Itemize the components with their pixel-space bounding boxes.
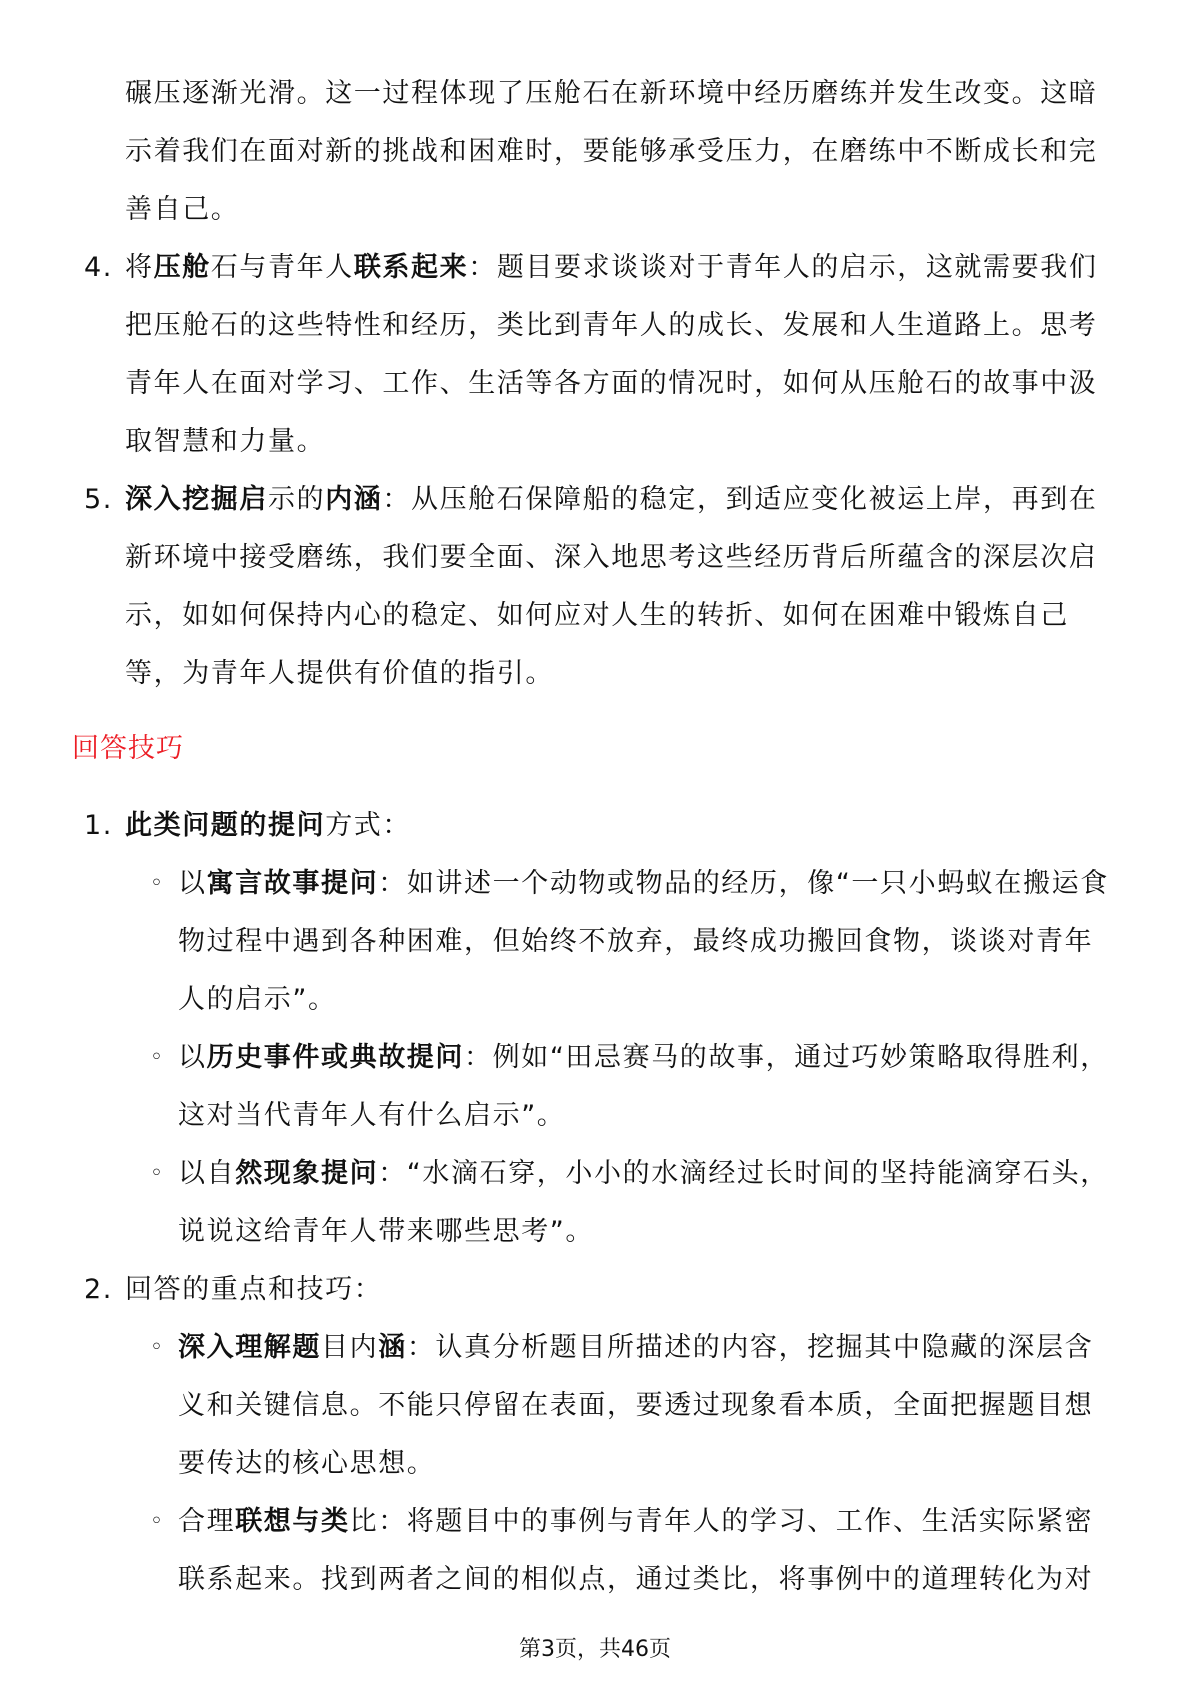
text-segment: 目内 xyxy=(321,1332,379,1363)
text-segment: 善自己。 xyxy=(125,194,240,225)
list-number: 5. xyxy=(84,484,113,515)
text-line xyxy=(0,181,1190,239)
bullet-icon: ◦ xyxy=(150,871,165,896)
text-segment: 等，为青年人提供有价值的指引。 xyxy=(125,658,554,689)
text-segment: 以 xyxy=(178,868,207,899)
text-segment: ：题目要求谈谈对于青年人的启示，这就需要我们 xyxy=(468,252,1098,283)
bold-term: 深入理解题 xyxy=(178,1332,321,1363)
text-segment: 要传达的核心思想。 xyxy=(178,1448,436,1479)
text-line xyxy=(0,855,1190,913)
bullet-icon: ◦ xyxy=(150,1161,165,1186)
line-text xyxy=(178,855,1109,913)
line-text xyxy=(125,587,1069,645)
text-line xyxy=(0,65,1190,123)
text-segment: 比：将题目中的事例与青年人的学习、工作、生活实际紧密 xyxy=(349,1506,1094,1537)
text-segment: 义和关键信息。不能只停留在表面，要透过现象看本质，全面把握题目想 xyxy=(178,1390,1094,1421)
line-text xyxy=(125,239,1097,297)
line-text xyxy=(178,971,337,1029)
text-segment: 人的启示”。 xyxy=(178,984,337,1015)
bullet-icon: ◦ xyxy=(150,1509,165,1534)
text-segment: 这对当代青年人有什么启示”。 xyxy=(178,1100,566,1131)
line-text xyxy=(178,1087,565,1145)
bold-term: 内涵 xyxy=(325,484,383,515)
text-line xyxy=(0,1087,1190,1145)
text-segment: ：认真分析题目所描述的内容，挖掘其中隐藏的深层含 xyxy=(406,1332,1094,1363)
list-number: 1. xyxy=(84,810,113,841)
text-line xyxy=(0,971,1190,1029)
line-text xyxy=(125,355,1097,413)
text-line xyxy=(0,239,1190,297)
text-segment: 方式： xyxy=(325,810,412,841)
text-segment: 新环境中接受磨练，我们要全面、深入地思考这些经历背后所蕴含的深层次启 xyxy=(125,542,1098,573)
text-line xyxy=(0,355,1190,413)
text-line xyxy=(0,1319,1190,1377)
text-segment: 把压舱石的这些特性和经历，类比到青年人的成长、发展和人生道路上。思考 xyxy=(125,310,1098,341)
line-text xyxy=(178,1435,435,1493)
bold-term: 压舱 xyxy=(153,252,211,283)
line-text xyxy=(125,797,411,855)
list-number: 4. xyxy=(84,252,113,283)
line-text xyxy=(178,1493,1093,1551)
text-segment: 合理 xyxy=(178,1506,236,1537)
line-text xyxy=(125,471,1097,529)
text-segment: 以 xyxy=(178,1042,207,1073)
text-line xyxy=(0,1377,1190,1435)
text-line xyxy=(0,1493,1190,1551)
line-text xyxy=(178,1145,1109,1203)
line-text xyxy=(125,181,239,239)
page-number: 第3页，共46页 xyxy=(519,1637,671,1662)
bold-term: 涵 xyxy=(378,1332,407,1363)
text-line xyxy=(0,413,1190,471)
line-text xyxy=(125,65,1097,123)
text-segment: 石与青年人 xyxy=(210,252,354,283)
text-line xyxy=(0,1203,1190,1261)
text-segment: 说说这给青年人带来哪些思考”。 xyxy=(178,1216,594,1247)
text-line xyxy=(0,913,1190,971)
text-line xyxy=(0,529,1190,587)
text-segment: ：例如“田忌赛马的故事，通过巧妙策略取得胜利， xyxy=(464,1042,1109,1073)
text-line xyxy=(0,587,1190,645)
line-text xyxy=(178,1551,1093,1609)
line-text xyxy=(178,1377,1093,1435)
bold-term: 然现象提问 xyxy=(235,1158,379,1189)
bold-term: 联系起来 xyxy=(353,252,469,283)
line-text xyxy=(125,645,554,703)
line-text xyxy=(125,297,1097,355)
text-segment: 联系起来。找到两者之间的相似点，通过类比，将事例中的道理转化为对 xyxy=(178,1564,1094,1595)
section-heading-answer-tips: 回答技巧 xyxy=(72,733,184,764)
text-segment: 取智慧和力量。 xyxy=(125,426,326,457)
text-line xyxy=(0,123,1190,181)
text-line xyxy=(0,797,1190,855)
text-segment: 碾压逐渐光滑。这一过程体现了压舱石在新环境中经历磨练并发生改变。这暗 xyxy=(125,78,1098,109)
bullet-icon: ◦ xyxy=(150,1045,165,1070)
text-line xyxy=(0,471,1190,529)
text-segment: 回答的重点和技巧： xyxy=(125,1274,383,1305)
text-segment: 青年人在面对学习、工作、生活等各方面的情况时，如何从压舱石的故事中汲 xyxy=(125,368,1098,399)
text-line xyxy=(0,1435,1190,1493)
text-segment: 将 xyxy=(125,252,154,283)
list-number: 2. xyxy=(84,1274,113,1305)
text-line xyxy=(0,1261,1190,1319)
text-segment: ：从压舱石保障船的稳定，到适应变化被运上岸，再到在 xyxy=(382,484,1098,515)
line-text xyxy=(178,1319,1093,1377)
text-line xyxy=(0,297,1190,355)
answer-tips-list xyxy=(0,797,1190,1609)
text-segment: 以自 xyxy=(178,1158,236,1189)
text-segment: ：如讲述一个动物或物品的经历，像“一只小蚂蚁在搬运食 xyxy=(378,868,1109,899)
line-text xyxy=(178,1029,1109,1087)
analysis-list-continued xyxy=(0,65,1190,703)
bullet-icon: ◦ xyxy=(150,1335,165,1360)
line-text xyxy=(125,529,1097,587)
line-text xyxy=(178,1203,594,1261)
text-segment: 示的 xyxy=(268,484,326,515)
text-line xyxy=(0,1029,1190,1087)
text-line xyxy=(0,645,1190,703)
text-segment: 物过程中遇到各种困难，但始终不放弃，最终成功搬回食物，谈谈对青年 xyxy=(178,926,1094,957)
bold-term: 联想与类 xyxy=(235,1506,350,1537)
text-segment: 示着我们在面对新的挑战和困难时，要能够承受压力，在磨练中不断成长和完 xyxy=(125,136,1098,167)
bold-term: 历史事件或典故提问 xyxy=(206,1042,465,1073)
line-text xyxy=(178,913,1093,971)
line-text xyxy=(125,1261,382,1319)
text-segment: 示，如如何保持内心的稳定、如何应对人生的转折、如何在困难中锻炼自己 xyxy=(125,600,1069,631)
text-line xyxy=(0,1551,1190,1609)
line-text xyxy=(125,413,325,471)
line-text xyxy=(125,123,1097,181)
text-segment: ：“水滴石穿，小小的水滴经过长时间的坚持能滴穿石头， xyxy=(378,1158,1109,1189)
bold-term: 深入挖掘启 xyxy=(125,484,268,515)
bold-term: 此类问题的提问 xyxy=(125,810,326,841)
text-line xyxy=(0,1145,1190,1203)
bold-term: 寓言故事提问 xyxy=(206,868,379,899)
